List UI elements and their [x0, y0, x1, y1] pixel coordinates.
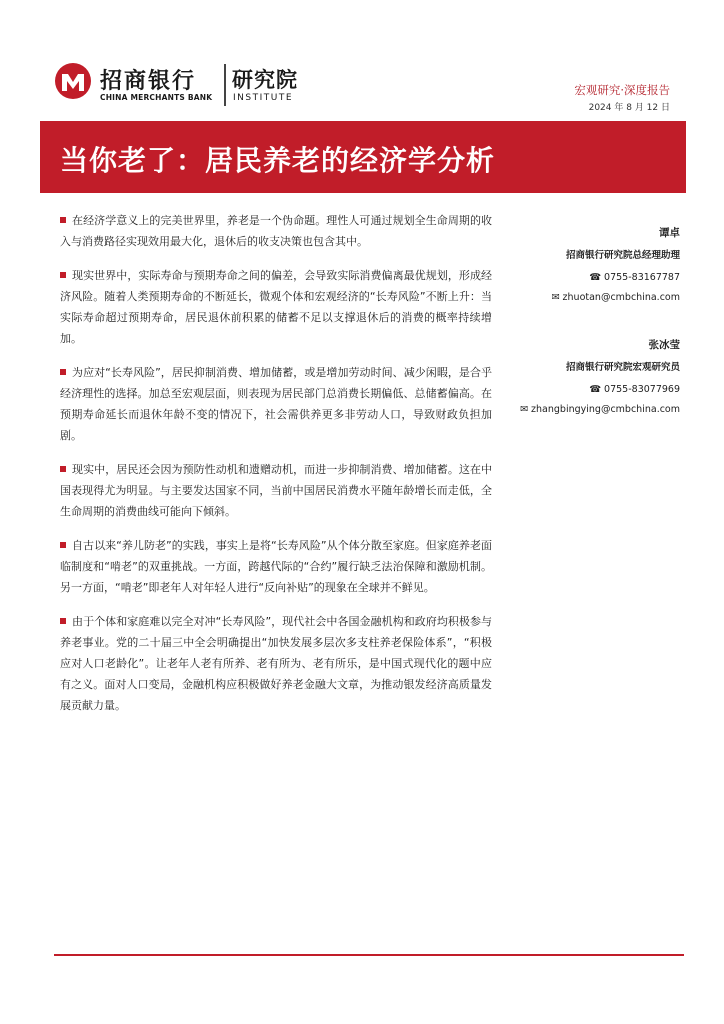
brand-name: 招商银行: [100, 69, 197, 94]
spacer: [500, 308, 680, 334]
cmb-logo-icon: [54, 62, 92, 100]
footer-divider: [54, 954, 684, 956]
analyst-role: 招商银行研究院总经理助理: [565, 250, 680, 261]
list-item: [60, 611, 492, 716]
analyst-email[interactable]: ✉ zhangbingying@cmbchina.com: [520, 404, 680, 415]
bullet-square-icon: [60, 542, 66, 548]
list-item: [60, 265, 492, 349]
brand-divider: [224, 64, 226, 106]
bullet-text: 现实中，居民还会因为预防性动机和遗赠动机，而进一步抑制消费、增加储蓄。这在中国表现得尤为明显。与主要发达国家不同，当前中国居民消费水平随年龄增长而走低，全生命周期的消费曲线可能向下倾斜。: [60, 463, 492, 518]
bullet-text: 由于个体和家庭难以完全对冲“长寿风险”，现代社会中各国金融机构和政府均积极参与养老事业。党的二十届三中全会明确提出“加快发展多层次多支柱养老保险体系”，“积极应对人口老龄化”。让老年人老有所养、老有所为、老有所乐，是中国式现代化的题中应有之义。面对人口变局，金融机构应积极做好养老金融大文章，为推动银发经济高质量发展贡献力量。: [60, 615, 492, 712]
bullet-text: 自古以来“养儿防老”的实践，事实上是将“长寿风险”从个体分散至家庭。但家庭养老面临制度和“啃老”的双重挑战。一方面，跨越代际的“合约”履行缺乏法治保障和激励机制。另一方面，“啃老”即老年人对年轻人进行“反向补贴”的现象在全球并不鲜见。: [60, 539, 492, 594]
brand-name-en: CHINA MERCHANTS BANK: [100, 93, 213, 102]
institute-name-en: INSTITUTE: [233, 93, 294, 103]
bullet-text: 在经济学意义上的完美世界里，养老是一个伪命题。理性人可通过规划全生命周期的收入与消费路径实现效用最大化，退休后的收支决策也包含其中。: [60, 214, 492, 248]
list-item: [60, 210, 492, 252]
list-item: [60, 535, 492, 598]
bullet-square-icon: [60, 272, 66, 278]
analyst-email[interactable]: ✉ zhuotan@cmbchina.com: [551, 292, 680, 303]
analyst-phone: ☎ 0755-83077969: [589, 384, 680, 395]
bullet-text: 为应对“长寿风险”，居民抑制消费、增加储蓄，或是增加劳动时间、减少闲暇，是合乎经济理性的选择。加总至宏观层面，则表现为居民部门总消费长期偏低、总储蓄偏高。在预期寿命延长而退休年龄不变的情况下，社会需供养更多非劳动人口，导致财政负担加剧。: [60, 366, 492, 442]
report-header: [0, 0, 724, 120]
summary-bullets: [60, 210, 492, 729]
bullet-square-icon: [60, 217, 66, 223]
analyst-phone: ☎ 0755-83167787: [589, 272, 680, 283]
list-item: [60, 362, 492, 446]
analyst-name: 张冰莹: [648, 339, 680, 351]
page-title: 当你老了：居民养老的经济学分析: [60, 144, 496, 177]
analyst-panel: [500, 222, 680, 420]
title-banner: [40, 121, 686, 193]
bullet-square-icon: [60, 466, 66, 472]
bullet-square-icon: [60, 369, 66, 375]
institute-name: 研究院: [232, 68, 298, 92]
bullet-text: 现实世界中，实际寿命与预期寿命之间的偏差，会导致实际消费偏离最优规划，形成经济风险。随着人类预期寿命的不断延长，微观个体和宏观经济的“长寿风险”不断上升：当实际寿命超过预期寿命，居民退休前积累的储蓄不足以支撑退休后的消费的概率持续增加。: [60, 269, 492, 345]
report-type: 宏观研究·深度报告: [574, 83, 670, 97]
analyst-role: 招商银行研究院宏观研究员: [565, 362, 680, 373]
report-date: 2024 年 8 月 12 日: [588, 103, 670, 113]
bullet-square-icon: [60, 618, 66, 624]
analyst-name: 谭卓: [659, 227, 680, 239]
list-item: [60, 459, 492, 522]
